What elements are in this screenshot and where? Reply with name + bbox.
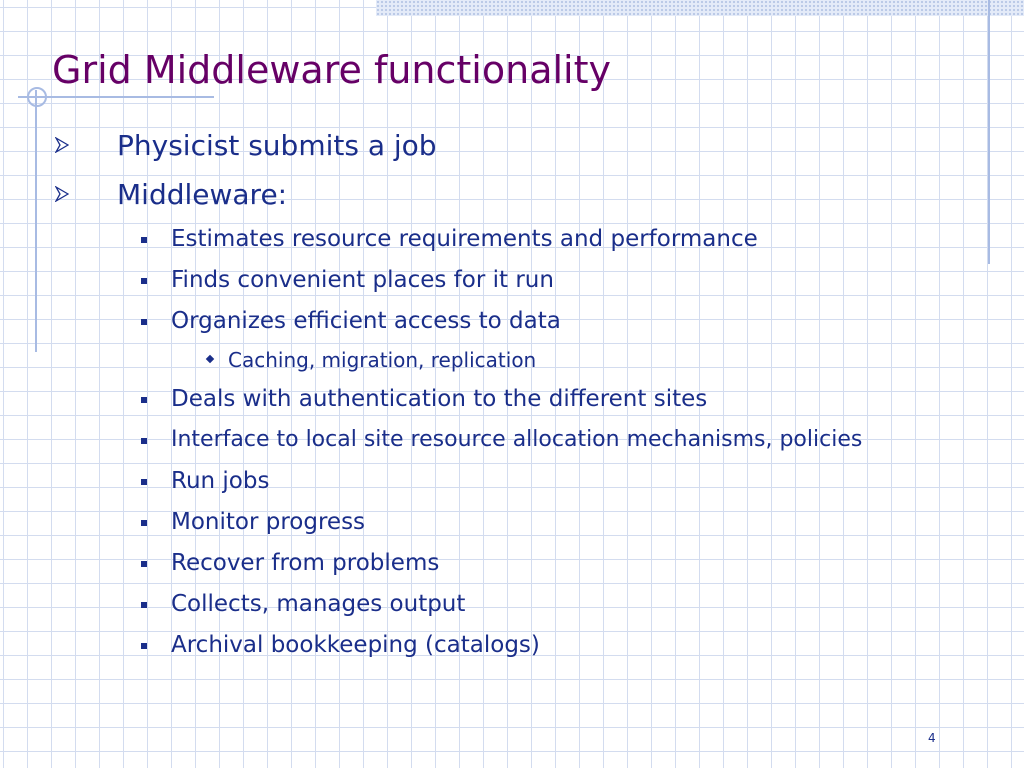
bullet-text: Monitor progress	[171, 509, 366, 535]
sub-bullet-item	[171, 386, 707, 412]
bullet-text: Middleware:	[117, 178, 288, 211]
sub-bullet-item	[171, 550, 439, 576]
bullet-text: Collects, manages output	[171, 591, 466, 617]
sub-bullet-item	[171, 226, 758, 252]
arrow-bullet-icon	[55, 186, 69, 202]
bullet-text: Recover from problems	[171, 550, 440, 576]
sub-bullet-item	[171, 591, 465, 617]
square-bullet-icon	[141, 278, 147, 284]
square-bullet-icon	[141, 643, 147, 649]
bullet-text: Deals with authentication to the different sites	[171, 386, 708, 412]
sub-bullet-item	[171, 468, 269, 494]
square-bullet-icon	[141, 397, 147, 403]
square-bullet-icon	[141, 479, 147, 485]
sub-bullet-item	[171, 509, 365, 535]
square-bullet-icon	[141, 438, 147, 444]
bullet-item	[117, 129, 437, 162]
sub-bullet-item	[171, 267, 554, 293]
bullet-text: Archival bookkeeping (catalogs)	[171, 632, 540, 658]
bullet-text: Organizes efficient access to data	[171, 308, 561, 334]
bullet-text: Finds convenient places for it run	[171, 267, 554, 293]
square-bullet-icon	[141, 520, 147, 526]
sub-bullet-item	[171, 427, 862, 452]
arrow-bullet-icon	[55, 137, 69, 153]
bullet-text: Caching, migration, replication	[228, 348, 537, 372]
bullet-text: Interface to local site resource allocation mechanisms, policies	[171, 427, 863, 452]
square-bullet-icon	[141, 319, 147, 325]
bullet-text: Run jobs	[171, 468, 270, 494]
square-bullet-icon	[141, 602, 147, 608]
diamond-bullet-icon	[206, 355, 214, 363]
square-bullet-icon	[141, 561, 147, 567]
bullet-text: Estimates resource requirements and performance	[171, 226, 758, 252]
sub-bullet-item	[171, 632, 540, 658]
bullet-text: Physicist submits a job	[117, 129, 437, 162]
sub-bullet-item	[171, 308, 561, 334]
sub-sub-bullet-item	[228, 348, 536, 372]
square-bullet-icon	[141, 237, 147, 243]
slide-title: Grid Middleware functionality	[52, 48, 611, 92]
bullet-item	[117, 178, 287, 211]
page-number: 4	[928, 731, 936, 745]
